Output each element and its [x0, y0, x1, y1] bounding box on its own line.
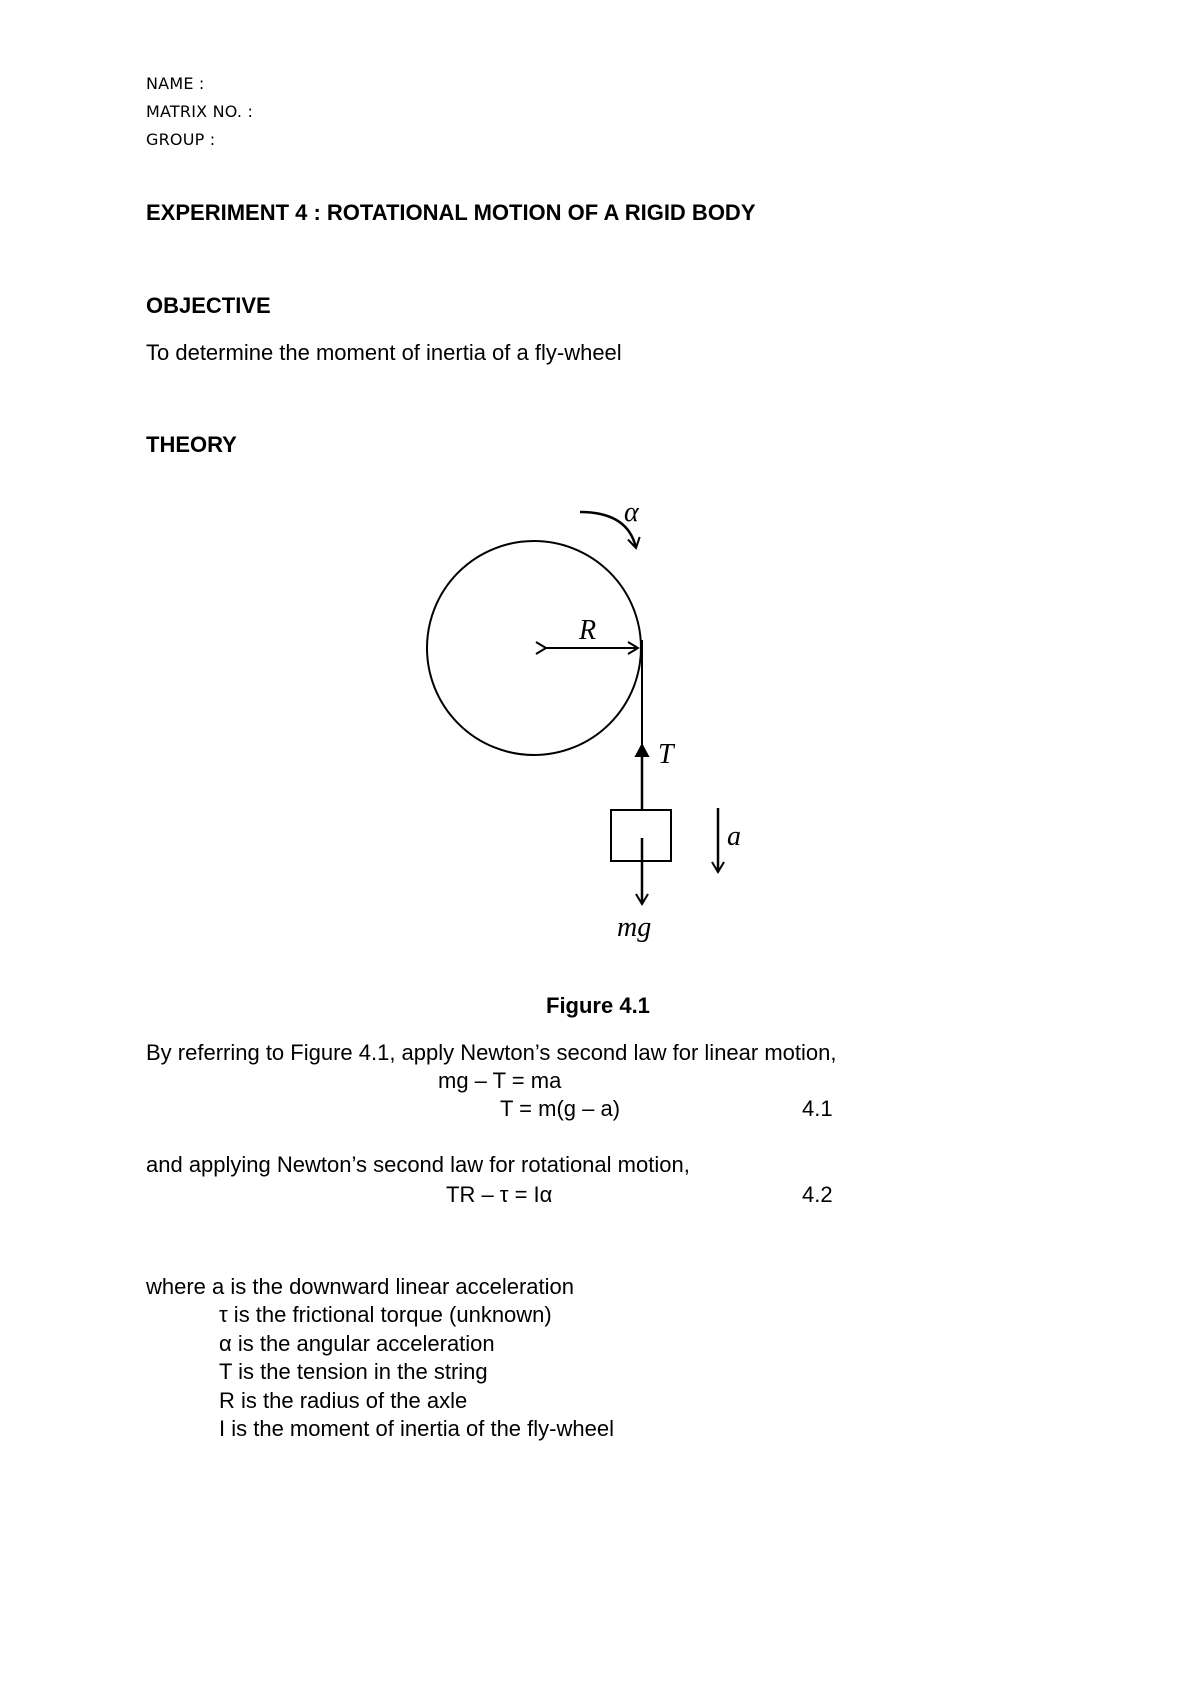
alpha-label: α [624, 497, 639, 528]
mass-block [611, 810, 671, 861]
weight-label: mg [617, 912, 652, 943]
tension-label: T [658, 739, 674, 770]
equation-rotational: TR – τ = Iα [446, 1182, 553, 1207]
definition-item: T is the tension in the string [219, 1359, 488, 1384]
flywheel-circle [427, 541, 641, 755]
equation-number-4-1: 4.1 [802, 1096, 833, 1121]
linear-intro-text: By referring to Figure 4.1, apply Newton’s second law for linear motion, [146, 1040, 837, 1065]
group-label: GROUP : [146, 130, 216, 149]
angular-acceleration-arrow [580, 512, 636, 548]
equation-number-4-2: 4.2 [802, 1182, 833, 1207]
definition-item: R is the radius of the axle [219, 1388, 468, 1413]
definition-item: τ is the frictional torque (unknown) [219, 1302, 552, 1327]
experiment-title: EXPERIMENT 4 : ROTATIONAL MOTION OF A RIGID BODY [146, 200, 756, 225]
objective-text: To determine the moment of inertia of a fly-wheel [146, 340, 622, 365]
theory-heading: THEORY [146, 432, 237, 457]
figure-caption: Figure 4.1 [546, 993, 650, 1018]
definition-item: α is the angular acceleration [219, 1331, 495, 1356]
name-label: NAME : [146, 74, 205, 93]
radius-label: R [579, 615, 597, 646]
where-intro-text: where a is the downward linear acceleration [146, 1274, 575, 1299]
rotational-intro-text: and applying Newton’s second law for rotational motion, [146, 1152, 690, 1177]
matrix-no-label: MATRIX NO. : [146, 102, 254, 121]
equation-linear-1: mg – T = ma [438, 1068, 562, 1093]
objective-heading: OBJECTIVE [146, 293, 271, 318]
acceleration-label: a [727, 821, 741, 852]
equation-linear-2: T = m(g – a) [500, 1096, 621, 1121]
definition-item: I is the moment of inertia of the fly-wheel [219, 1416, 614, 1441]
